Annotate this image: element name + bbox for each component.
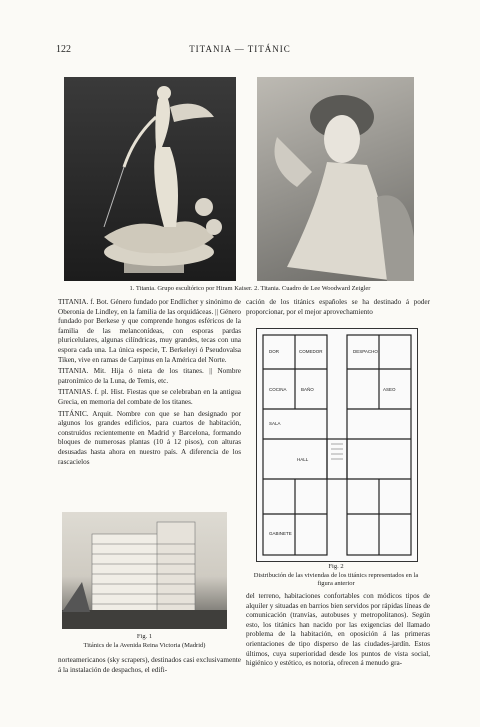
page-number: 122 [56, 44, 71, 55]
floor-plan [256, 328, 418, 562]
statue-photo [64, 77, 236, 281]
room-label-cocina: COCINA [269, 387, 287, 392]
room-label-sala: SALA [269, 421, 281, 426]
left-column-top [58, 298, 241, 469]
room-label-hall: HALL [297, 457, 309, 462]
building-photo [62, 512, 227, 629]
entry-titanic-right-cont: del terreno, habitaciones confortables con módicos tipos de alquiler y situadas en barrios bien servidos por rápidas líneas de comunicación (tranvías, autobuses y metropolitanos). Según esto, los titánics han nacido por las exigencias del llamado problema de la habitación, en oposición á las primeras orientaciones de tipo disperso de las ciudades-jardín. Estos últimos, cuya superioridad desde los puntos de vista social, higiénico y estético, es notoria, ofrecen á menudo gra- [246, 592, 430, 668]
left-column-bottom [58, 656, 241, 677]
figure-caption-top [90, 285, 410, 293]
room-label-aseo: ASEO [383, 387, 396, 392]
painting-photo [257, 77, 414, 281]
painting-caption: 2. Titania. Cuadro de Lee Woodward Zeigler [254, 285, 371, 292]
room-label-dor: DOR [269, 349, 279, 354]
entry-titanic-right: cación de los titánics españoles se ha destinado á poder proporcionar, por el mejor aprovechamiento [246, 298, 430, 316]
room-label-comedor: COMEDOR [299, 349, 323, 354]
entry-titanic: TITÁNIC. Arquit. Nombre con que se han designado por algunos los grandes edificios, para cuartos de habitación, construídos recientemente en Madrid y Barcelona, formando bloques de numerosas plantas (10 á 12 pisos), con alturas desusadas hasta ahora en nuestro país. A diferencia de los rascacielos [58, 409, 241, 466]
entry-titanias: TITANIAS. f. pl. Hist. Fiestas que se celebraban en la antigua Grecia, en memoria del combate de los titanes. [58, 388, 241, 406]
entry-titania-bot: TITANIA. f. Bot. Género fundado por Endlicher y sinónimo de Oberonia de Lindley, en la familia de las orquidáceas. || Género fundado por Berkese y que comprende hongos esféricos de la familia de las melanconídeas, con esporas pardas pluricelulares, algunas cilíndricas, muy grandes, tecas con una espora cada una. La única especie, T. Berkeleyi ó Pseudovalsa Tiken, vive en ramas de Carpinus en la América del Norte. [58, 298, 241, 364]
statue-image [64, 77, 236, 281]
painting-image [257, 77, 414, 281]
building-caption: Titánics de la Avenida Reina Victoria (Madrid) [83, 642, 206, 649]
running-title: TITANIA — TITÁNIC [189, 44, 291, 54]
right-column-bottom [246, 592, 430, 671]
room-label-despacho: DESPACHO [353, 349, 378, 354]
building-image [62, 512, 227, 629]
plan-fig-label: Fig. 2 [328, 563, 344, 570]
statue-caption: 1. Titania. Grupo escultórico por Hiram Kaiser. [129, 285, 253, 292]
floor-plan-drawing [257, 329, 417, 561]
entry-titania-mit: TITANIA. Mit. Hija ó nieta de los titanes. || Nombre patronímico de la Luna, de Temis, etc. [58, 367, 241, 385]
room-label-gabinete: GABINETE [269, 531, 292, 536]
plan-caption: Distribución de las viviendas de los titánics representados en la figura anterior [253, 572, 419, 587]
right-column-top [246, 298, 430, 319]
building-fig-label: Fig. 1 [136, 633, 153, 640]
entry-titanic-cont: norteamericanos (sky scrapers), destinados casi exclusivamente á la instalación de despachos, el edifi- [58, 656, 241, 674]
room-label-bano: BAÑO [301, 387, 314, 392]
